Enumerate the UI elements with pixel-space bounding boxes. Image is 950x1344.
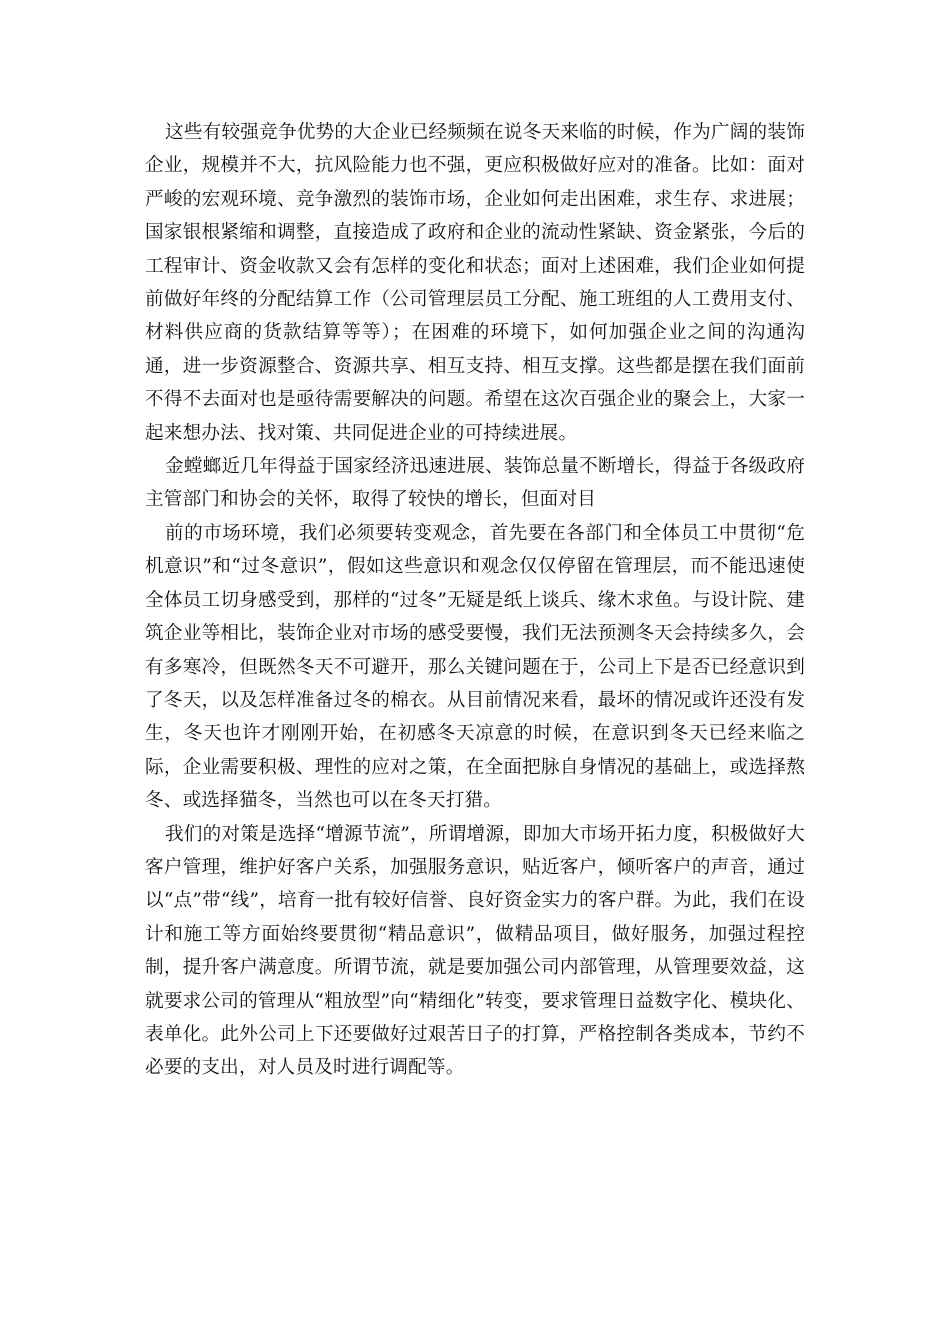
- paragraph-2: 金螳螂近几年得益于国家经济迅速进展、装饰总量不断增长，得益于各级政府主管部门和协会的关怀，取得了较快的增长，但面对目: [145, 456, 805, 511]
- paragraph-3: 前的市场环境，我们必须要转变观念，首先要在各部门和全体员工中贯彻“危机意识”和“过冬意识”，假如这些意识和观念仅仅停留在管理层，而不能迅速使全体员工切身感受到，那样的“过冬”无疑是纸上谈兵、缘木求鱼。与设计院、建筑企业等相比，装饰企业对市场的感受要慢，我们无法预测冬天会持续多久，会有多寒冷，但既然冬天不可避开，那么关键问题在于，公司上下是否已经意识到了冬天，以及怎样准备过冬的棉衣。从目前情况来看，最坏的情况或许还没有发生，冬天也许才刚刚开始，在初感冬天凉意的时候，在意识到冬天已经来临之际，企业需要积极、理性的应对之策，在全面把脉自身情况的基础上，或选择熬冬、或选择猫冬，当然也可以在冬天打猎。: [145, 522, 805, 812]
- paragraph-1: 这些有较强竞争优势的大企业已经频频在说冬天来临的时候，作为广阔的装饰企业，规模并不大，抗风险能力也不强，更应积极做好应对的准备。比如：面对严峻的宏观环境、竞争激烈的装饰市场，企业如何走出困难，求生存、求进展；国家银根紧缩和调整，直接造成了政府和企业的流动性紧缺、资金紧张，今后的工程审计、资金收款又会有怎样的变化和状态；面对上述困难，我们企业如何提前做好年终的分配结算工作（公司管理层员工分配、施工班组的人工费用支付、材料供应商的货款结算等等）；在困难的环境下，如何加强企业之间的沟通沟通，进一步资源整合、资源共享、相互支持、相互支撑。这些都是摆在我们面前不得不去面对也是亟待需要解决的问题。希望在这次百强企业的聚会上，大家一起来想办法、找对策、共同促进企业的可持续进展。: [145, 122, 805, 444]
- document-body: [145, 116, 805, 1085]
- paragraph-4: 我们的对策是选择“增源节流”，所谓增源，即加大市场开拓力度，积极做好大客户管理，维护好客户关系，加强服务意识，贴近客户，倾听客户的声音，通过以“点”带“线”，培育一批有较好信誉、良好资金实力的客户群。为此，我们在设计和施工等方面始终要贯彻“精品意识”，做精品项目，做好服务，加强过程控制，提升客户满意度。所谓节流，就是要加强公司内部管理，从管理要效益，这就要求公司的管理从“粗放型”向“精细化”转变，要求管理日益数字化、模块化、表单化。此外公司上下还要做好过艰苦日子的打算，严格控制各类成本，节约不必要的支出，对人员及时进行调配等。: [145, 823, 805, 1079]
